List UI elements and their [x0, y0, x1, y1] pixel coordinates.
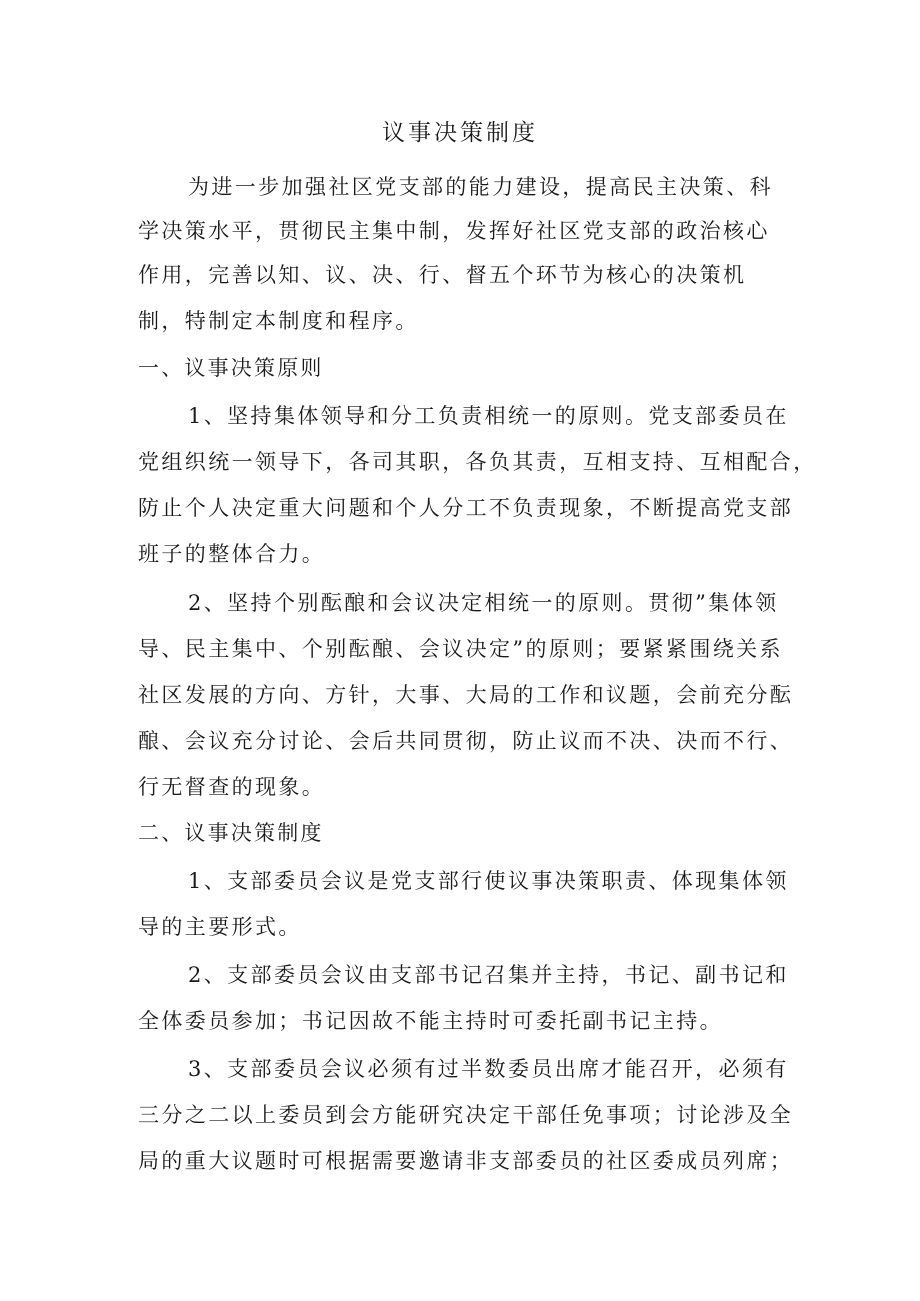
paragraph-line: 制，特制定本制度和程序。: [138, 309, 419, 333]
paragraph-line: 2、支部委员会议由支部书记召集并主持，书记、副书记和: [188, 963, 789, 987]
section-heading: 二、议事决策制度: [138, 821, 324, 845]
paragraph-line: 作用，完善以知、议、决、行、督五个环节为核心的决策机: [138, 263, 747, 287]
paragraph-line: 局的重大议题时可根据需要邀请非支部委员的社区委成员列席；: [138, 1149, 794, 1173]
document-title: 议事决策制度: [382, 120, 538, 146]
paragraph-line: 1、支部委员会议是党支部行使议事决策职责、体现集体领: [188, 869, 789, 893]
paragraph-line: 党组织统一领导下，各司其职，各负其责，互相支持、互相配合，: [138, 450, 817, 474]
paragraph-line: 酿、会议充分讨论、会后共同贯彻，防止议而不决、决而不行、: [138, 729, 794, 753]
paragraph-line: 导的主要形式。: [138, 915, 302, 939]
paragraph-line: 社区发展的方向、方针，大事、大局的工作和议题，会前充分酝: [138, 683, 794, 707]
paragraph-line: 导、民主集中、个别酝酿、会议决定”的原则；要紧紧围绕关系: [138, 637, 783, 661]
paragraph-line: 防止个人决定重大问题和个人分工不负责现象，不断提高党支部: [138, 496, 794, 520]
paragraph-line: 3、支部委员会议必须有过半数委员出席才能召开，必须有: [188, 1057, 789, 1081]
section-heading: 一、议事决策原则: [138, 356, 324, 380]
paragraph-line: 学决策水平，贯彻民主集中制，发挥好社区党支部的政治核心: [138, 219, 770, 243]
paragraph-line: 为进一步加强社区党支部的能力建设，提高民主决策、科: [188, 175, 773, 199]
paragraph-line: 三分之二以上委员到会方能研究决定干部任免事项；讨论涉及全: [138, 1103, 794, 1127]
paragraph-line: 1、坚持集体领导和分工负责相统一的原则。党支部委员在: [188, 404, 789, 428]
paragraph-line: 2、坚持个别酝酿和会议决定相统一的原则。贯彻”集体领: [188, 591, 779, 615]
paragraph-line: 班子的整体合力。: [138, 542, 326, 566]
paragraph-line: 行无督查的现象。: [138, 775, 326, 799]
paragraph-line: 全体委员参加；书记因故不能主持时可委托副书记主持。: [138, 1009, 723, 1033]
